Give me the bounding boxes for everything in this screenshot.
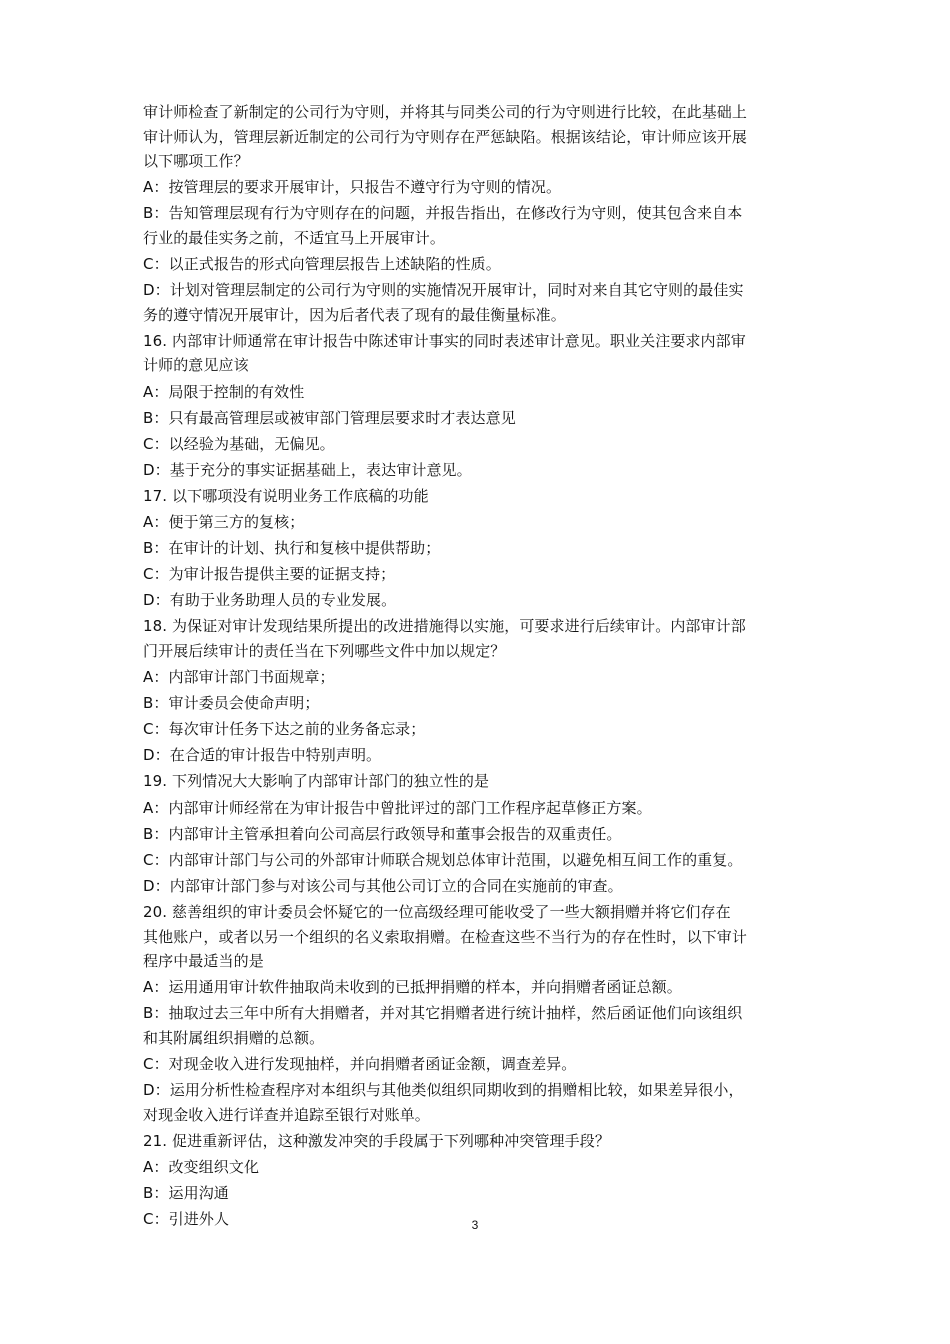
text-line: A：按管理层的要求开展审计，只报告不遵守行为守则的情况。 (143, 178, 562, 197)
paragraph (143, 1155, 813, 1180)
paragraph (143, 510, 813, 535)
text-line: C：对现金收入进行发现抽样，并向捐赠者函证金额，调查差异。 (143, 1054, 577, 1073)
text-line: B：告知管理层现有行为守则存在的问题，并报告指出，在修改行为守则，使其包含来自本 (143, 204, 743, 223)
paragraph (143, 458, 813, 483)
text-line: 以下哪项工作？ (143, 152, 249, 171)
paragraph (143, 1078, 813, 1127)
paragraph (143, 252, 813, 277)
text-line: A：运用通用审计软件抽取尚未收到的已抵押捐赠的样本，并向捐赠者函证总额。 (143, 978, 682, 997)
text-line: 18. 为保证对审计发现结果所提出的改进措施得以实施，可要求进行后续审计。内部审计部 (143, 617, 746, 636)
paragraph (143, 278, 813, 327)
text-line: C：每次审计任务下达之前的业务备忘录； (143, 720, 426, 739)
paragraph (143, 484, 813, 509)
paragraph (143, 900, 813, 974)
text-line: 计师的意见应该 (143, 356, 249, 375)
paragraph (143, 100, 813, 174)
text-line: A：内部审计师经常在为审计报告中曾批评过的部门工作程序起草修正方案。 (143, 798, 652, 817)
text-line: B：审计委员会使命声明； (143, 694, 320, 713)
text-line: 其他账户，或者以另一个组织的名义索取捐赠。在检查这些不当行为的存在性时，以下审计 (143, 927, 748, 946)
text-line: A：内部审计部门书面规章； (143, 668, 335, 687)
text-line: D：有助于业务助理人员的专业发展。 (143, 591, 397, 610)
text-line: D：基于充分的事实证据基础上，表达审计意见。 (143, 460, 472, 479)
text-line: D：计划对管理层制定的公司行为守则的实施情况开展审计，同时对来自其它守则的最佳实 (143, 281, 744, 300)
text-line: 17. 以下哪项没有说明业务工作底稿的功能 (143, 486, 429, 505)
paragraph (143, 588, 813, 613)
paragraph (143, 1001, 813, 1050)
paragraph (143, 614, 813, 663)
paragraph (143, 1052, 813, 1077)
paragraph (143, 380, 813, 405)
paragraph (143, 1129, 813, 1154)
paragraph (143, 691, 813, 716)
text-line: B：抽取过去三年中所有大捐赠者，并对其它捐赠者进行统计抽样，然后函证他们向该组织 (143, 1004, 743, 1023)
document-body (143, 100, 813, 1232)
paragraph (143, 536, 813, 561)
text-line: B：运用沟通 (143, 1183, 229, 1202)
text-line: 19. 下列情况大大影响了内部审计部门的独立性的是 (143, 772, 490, 791)
text-line: 审计师认为，管理层新近制定的公司行为守则存在严惩缺陷。根据该结论，审计师应该开展 (143, 127, 748, 146)
text-line: B：内部审计主管承担着向公司高层行政领导和董事会报告的双重责任。 (143, 824, 622, 843)
text-line: 行业的最佳实务之前，不适宜马上开展审计。 (143, 228, 446, 247)
text-line: A：便于第三方的复核； (143, 513, 305, 531)
paragraph (143, 175, 813, 200)
paragraph (143, 822, 813, 847)
paragraph (143, 406, 813, 431)
text-line: A：改变组织文化 (143, 1157, 260, 1176)
text-line: A：局限于控制的有效性 (143, 382, 305, 401)
text-line: B：在审计的计划、执行和复核中提供帮助； (143, 539, 441, 558)
text-line: 对现金收入进行详查并追踪至银行对账单。 (143, 1105, 430, 1124)
paragraph (143, 975, 813, 1000)
text-line: C：为审计报告提供主要的证据支持； (143, 565, 396, 584)
text-line: B：只有最高管理层或被审部门管理层要求时才表达意见 (143, 408, 516, 427)
paragraph (143, 562, 813, 587)
text-line: 门开展后续审计的责任当在下列哪些文件中加以规定？ (143, 641, 506, 660)
paragraph (143, 796, 813, 821)
page-number: 3 (471, 1218, 479, 1232)
text-line: C：以正式报告的形式向管理层报告上述缺陷的性质。 (143, 255, 501, 274)
paragraph (143, 769, 813, 794)
paragraph (143, 329, 813, 378)
paragraph (143, 432, 813, 457)
text-line: D：在合适的审计报告中特别声明。 (143, 746, 382, 765)
text-line: D：内部审计部门参与对该公司与其他公司订立的合同在实施前的审查。 (143, 876, 623, 895)
text-line: 务的遵守情况开展审计，因为后者代表了现有的最佳衡量标准。 (143, 305, 566, 324)
text-line: 和其附属组织捐赠的总额。 (143, 1028, 325, 1047)
paragraph (143, 874, 813, 899)
text-line: C：内部审计部门与公司的外部审计师联合规划总体审计范围，以避免相互间工作的重复。 (143, 850, 743, 869)
text-line: 审计师检查了新制定的公司行为守则，并将其与同类公司的行为守则进行比较，在此基础上 (143, 103, 748, 121)
text-line: D：运用分析性检查程序对本组织与其他类似组织同期收到的捐赠相比较，如果差异很小， (143, 1081, 744, 1100)
text-line: C：引进外人 (143, 1210, 230, 1229)
text-line: 程序中最适当的是 (143, 952, 264, 971)
paragraph (143, 1181, 813, 1206)
paragraph (143, 665, 813, 690)
paragraph (143, 201, 813, 250)
paragraph (143, 848, 813, 873)
text-line: C：以经验为基础，无偏见。 (143, 434, 335, 453)
text-line: 21. 促进重新评估，这种激发冲突的手段属于下列哪种冲突管理手段？ (143, 1131, 610, 1150)
text-line: 20. 慈善组织的审计委员会怀疑它的一位高级经理可能收受了一些大额捐赠并将它们存在 (143, 902, 731, 921)
paragraph (143, 743, 813, 768)
text-line: 16. 内部审计师通常在审计报告中陈述审计事实的同时表述审计意见。职业关注要求内部审 (143, 331, 746, 350)
paragraph (143, 717, 813, 742)
